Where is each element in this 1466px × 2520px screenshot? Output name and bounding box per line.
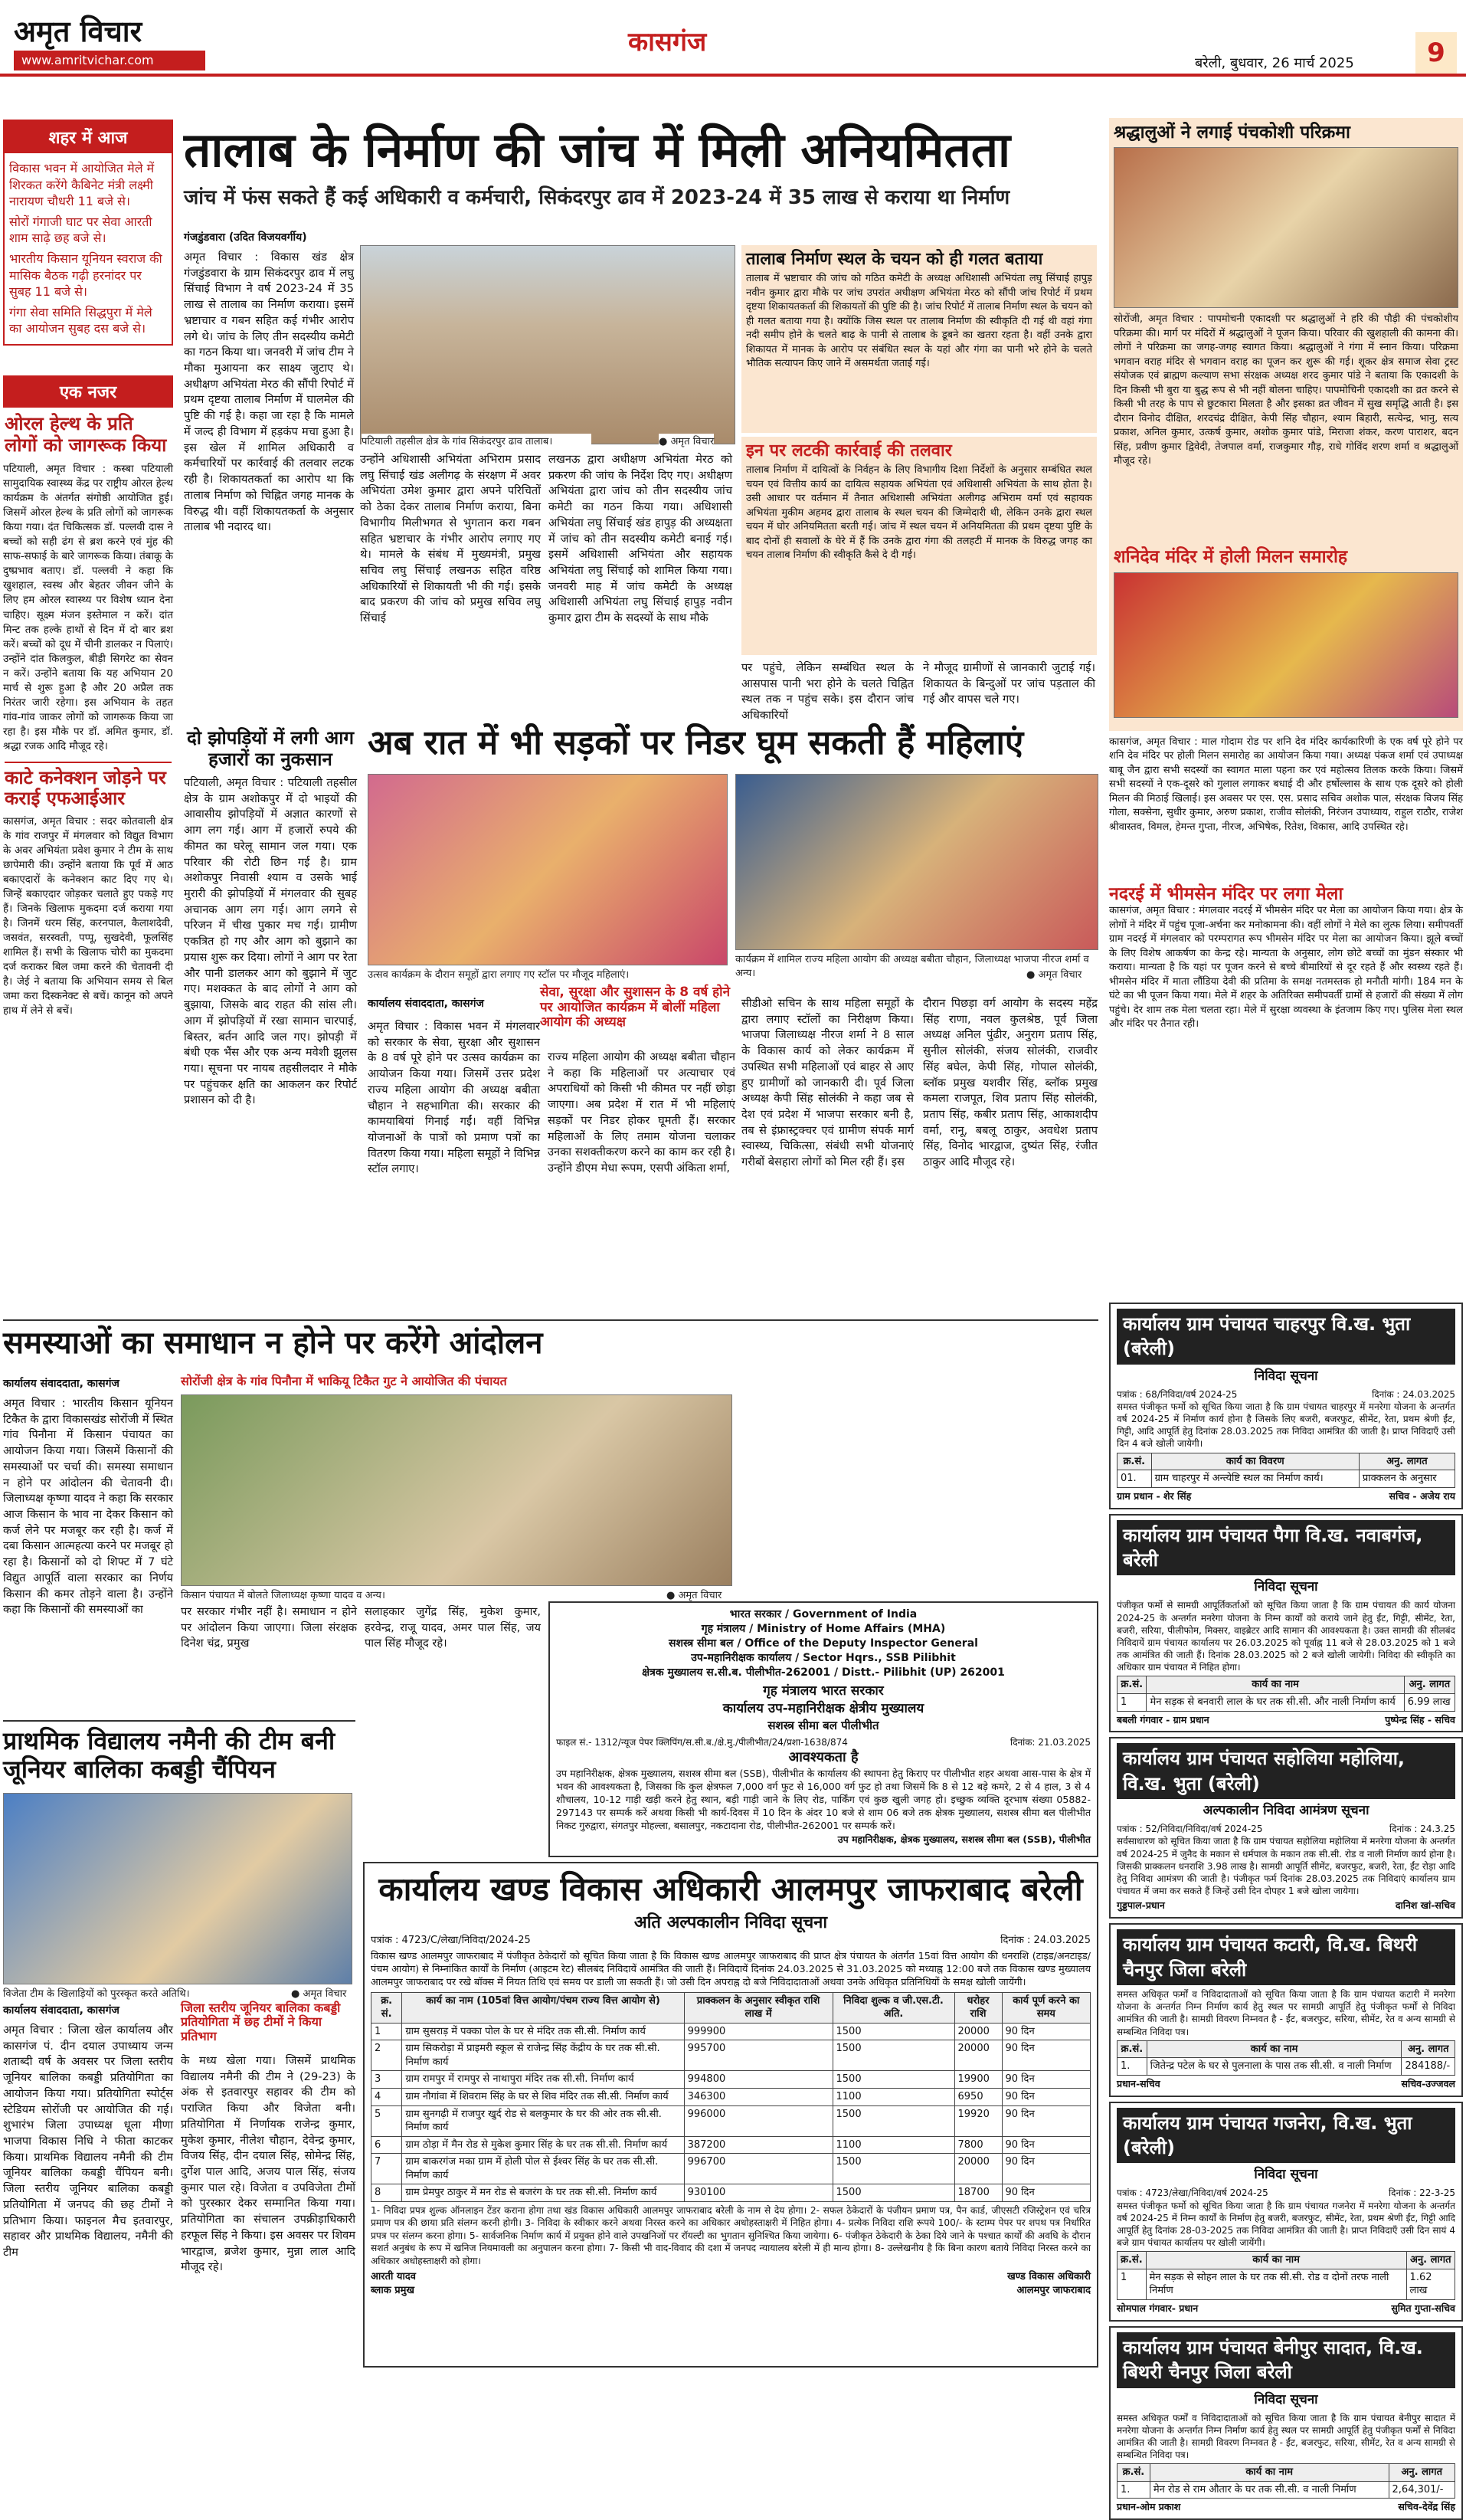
kabaddi-box-headline: जिला स्तरीय जूनियर बालिका कबड्डी प्रतियोगिता में छह टीमों ने किया प्रतिभाग bbox=[181, 2001, 341, 2043]
panchayat-photo bbox=[181, 1394, 732, 1586]
table-cell: 18700 bbox=[954, 2184, 1002, 2202]
table-cell: 20000 bbox=[954, 2154, 1002, 2184]
tender-sign: खण्ड विकास अधिकारी bbox=[1007, 2271, 1091, 2283]
table-cell: 90 दिन bbox=[1002, 2071, 1091, 2089]
panchayat-tender-ad bbox=[1109, 1737, 1463, 1919]
table-cell: 90 दिन bbox=[1002, 2136, 1091, 2154]
photo-credit: ● अमृत विचार bbox=[659, 434, 714, 447]
column-header: कार्य का नाम (105वां वित्त आयोग/पंचम राज्य वित्त आयोग से) bbox=[402, 1992, 684, 2023]
table-cell: ग्राम सिकरोड़ा में प्राइमरी स्कूल से राजेन्द्र सिंह केंद्रीय के घर तक सी.सी. निर्माण कार्य bbox=[402, 2040, 684, 2071]
column-header: क्र.सं. bbox=[1117, 2040, 1147, 2058]
mela-body: कासगंज, अमृत विचार : मंगलवार नदरई में भीमसेन मंदिर पर मेला का आयोजन किया गया। क्षेत्र के लोगों ने मंदिर में पहुंच पूजा-अर्चना कर मनोकामना की। वहीं लोगों ने मेले का लुत्फ लिया। समीपवर्ती ग्राम नदरई में मंगलवार को परम्परागत रूप भीमसेन मंदिर पर मेला का आयोजन किया। झूले बच्चों के लिए विशेष आकर्षण का केन्द्र रहे। मान्यता के अनुसार, लोग छोटे बच्चों का मुंडन संस्कार भी कराया। मान्यता है कि यहां पर पूजन करने से बच्चे बीमारियों से दूर रहते हैं और स्वस्थ्य रहते हैं। भीमसेन मंदिर में माता लौंडिया देवी की प्रतिमा के समक्ष नतमस्तक हो मनौती मांगी। 184 मन के घंटे का भी पूजन किया गया। मेले में शहर के अतिरिक्त समीपवर्ती ग्रामों से हजारों की संख्या में लोग पहुंचे। देर शाम तक मेला चलता रहा। मेले में सुरक्षा व्यवस्था के इंतजाम किए गए। पुलिस मेला स्थल और मंदिर पर तैनात रही। bbox=[1109, 905, 1463, 1031]
tender-subtitle: अति अल्पकालीन निविदा सूचना bbox=[633, 1912, 828, 1932]
section-city: कासगंज bbox=[628, 27, 707, 57]
table-row bbox=[371, 2184, 1091, 2202]
column-header: कार्य पूर्ण करने का समय bbox=[1002, 1992, 1091, 2023]
table-cell: 387200 bbox=[684, 2136, 833, 2154]
table-cell: प्राक्कलन के अनुसार bbox=[1359, 1470, 1455, 1488]
lead-col-3: लखनऊ द्वारा अधीक्षण अभियंता मेरठ को प्रकरण की जांच के निर्देश दिए गए। अधीक्षण अभियंता द्वारा जांच को तीन सदस्यीय जांच कमेटी का गठन किया गया। अधिशासी अभियंता लघु सिंचाई खंड हापुड़ की अध्यक्षता में जांच को तीन सदस्यीय कमेटी बनाई गई। इसमें अधिशासी अभियंता और सहायक अभियंता लघु सिंचाई को शामिल किया गया। जनवरी माह में जांच कमेटी के अध्यक्ष अधिशासी अभियंता लघु सिंचाई हापुड़ नवीन कुमार द्वारा टीम के सदस्यों के साथ मौके bbox=[548, 453, 732, 625]
ad-signatory: सचिव-देवेंद्र सिंह bbox=[1398, 2501, 1455, 2513]
ad-title: कार्यालय ग्राम पंचायत चाहरपुर वि.ख. भुता (बरेली) bbox=[1117, 1309, 1455, 1365]
table-cell: 996700 bbox=[684, 2154, 833, 2184]
table-cell: ग्राम सुसराड़ में पक्का पोल के घर से मंदिर तक सी.सी. निर्माण कार्य bbox=[402, 2023, 684, 2040]
ad-subtitle: निविदा सूचना bbox=[1254, 1368, 1318, 1384]
ad-signatory: सचिव - अजेय राय bbox=[1389, 1489, 1455, 1502]
tender-advertisement bbox=[363, 1862, 1098, 2368]
table-cell: ग्राम ठोड़ा में मैन रोड से मुकेश कुमार सिंह के घर तक सी.सी. निर्माण कार्य bbox=[402, 2136, 684, 2154]
women-dateline: कार्यालय संवाददाता, कासगंज bbox=[368, 998, 484, 1010]
oral-health-body: पटियाली, अमृत विचार : कस्बा पटियाली सामुदायिक स्वास्थ्य केंद्र पर राष्ट्रीय ओरल हेल्थ कार्यक्रम के अंतर्गत संगोष्ठी आयोजित हुई। जिसमें ओरल हेल्थ के प्रति लोगों को जागरूक किया गया। दंत चिकित्सक डॉ. पल्लवी दास ने बच्चों को सही ढंग से ब्रश करने एवं मुंह की साफ-सफाई के बारे जागरूक किया। तंबाकू के दुष्प्रभाव बताए। डॉ. पल्लवी ने कहा कि खुशहाल, स्वस्थ और बेहतर जीवन जीने के लिए हम ओरल स्वास्थ्य पर विशेष ध्यान देना चाहिए। सूक्ष्म मंजन इस्तेमाल न करें। दांत मिन्ट तक हल्के हाथों से दिन में दो बार ब्रश करें। बच्चों को दूध में चीनी डालकर न पिलाएं। उन्होंने दांत किलकुल, बीड़ी सिगरेट का सेवन न करें। उन्होंने बताया कि यह अभियान 20 मार्च से शुरू हुआ है और 20 अप्रैल तक निरंतर जारी रहेगा। इस अभियान के तहत गांव-गांव जाकर लोगों को जागरूक किया जा रहा है। इस मौके पर डॉ. अमित कुमार, डॉ. श्रद्धा रजक आदि मौजूद रहे। bbox=[3, 464, 173, 752]
column-header: प्राक्कलन के अनुसार स्वीकृत राशि लाख में bbox=[684, 1992, 833, 2023]
newspaper-logo: अमृत विचार bbox=[14, 15, 142, 48]
ad-body: समस्त पंजीकृत फर्मो को सूचित किया जाता है कि ग्राम पंचायत चाहरपुर में मनरेगा योजना के अन्तर्गत वर्ष 2024-25 में निर्माण कार्य होना है जिसके लिए बजरी, बजरफुट, सीमेंट, रेता, प्रथम श्रेणी ईंट, गिट्टी, आदि आपूर्ति हेतु दिनांक 28.03.2025 तक निविदा आमंत्रित की जाती है। प्राप्त निविदाएँ उसी दिन 4 बजे खोली जायेगी। bbox=[1117, 1401, 1455, 1450]
table-cell: 1500 bbox=[833, 2184, 954, 2202]
photo-credit: ● अमृत विचार bbox=[291, 1986, 346, 2000]
panchayat-tender-ad bbox=[1109, 1923, 1463, 2097]
ad-signatory: दानिश खां-सचिव bbox=[1395, 1899, 1455, 1912]
women-box-headline: सेवा, सुरक्षा और सुशासन के 8 वर्ष होने पर आयोजित कार्यक्रम में बोलीं महिला आयोग की अध्यक्ष bbox=[540, 985, 731, 1031]
page-number: 9 bbox=[1415, 32, 1457, 74]
table-cell: 90 दिन bbox=[1002, 2105, 1091, 2136]
stall-photo-caption: उत्सव कार्यक्रम के दौरान समूहों द्वारा लगाए गए स्टॉल पर मौजूद महिलाएं। bbox=[368, 967, 728, 981]
table-cell: 2,64,301/- bbox=[1389, 2481, 1455, 2499]
list-item: विकास भवन में आयोजित मेले में शिरकत करेंगे कैबिनेट मंत्री लक्ष्मी नारायण चौधरी 11 बजे से। bbox=[9, 161, 155, 209]
kabaddi-dateline: कार्यालय संवाददाता, कासगंज bbox=[3, 2004, 119, 2017]
table-cell: 01. bbox=[1117, 1470, 1152, 1488]
fire-headline: दो झोपड़ियों में लगी आग हजारों का नुकसान bbox=[187, 727, 354, 770]
ad-title: कार्यालय ग्राम पंचायत पैगा वि.ख. नवाबगंज, बरेली bbox=[1117, 1520, 1455, 1576]
ad-title: कार्यालय ग्राम पंचायत गजनेरा, वि.ख. भुता (बरेली) bbox=[1117, 2108, 1455, 2164]
ek-nazar-title: एक नजर bbox=[3, 375, 173, 408]
lead-headline: तालाब के निर्माण की जांच में मिली अनियमितता bbox=[184, 122, 1011, 178]
tender-sign: ब्लाक प्रमुख bbox=[371, 2284, 415, 2296]
ad-title: कार्यालय ग्राम पंचायत बेनीपुर सादात, वि.ख. बिथरी चैनपुर जिला बरेली bbox=[1117, 2332, 1455, 2388]
ad-title: कार्यालय ग्राम पंचायत कटारी, वि.ख. बिथरी चैनपुर जिला बरेली bbox=[1117, 1929, 1455, 1985]
table-cell: 1500 bbox=[833, 2040, 954, 2071]
table-cell: 996000 bbox=[684, 2105, 833, 2136]
ad-ref: पत्रांक : 4723/लेखा/निविदा/वर्ष 2024-25 bbox=[1117, 2187, 1268, 2199]
ssb-line: सशस्त्र सीमा बल / Office of the Deputy Inspector General bbox=[669, 1637, 978, 1650]
column-header: अनु. लागत bbox=[1404, 1676, 1455, 1694]
table-cell: मेन सड़क से सोहन लाल के घर तक सी.सी. रोड व दोनों तरफ नाली निर्माण bbox=[1146, 2269, 1406, 2299]
fire-body: पटियाली, अमृत विचार : पटियाली तहसील क्षेत्र के ग्राम अशोकपुर में दो भाइयों की आवासीय झोपड़ियों में अज्ञात कारणों से आग लग गई। आग में हजारों रुपये की कीमत का घरेलू सामान जल गया। एक परिवार की रोटी छिन गई है। ग्राम अशोकपुर निवासी श्याम व उसके भाई मुरारी की झोपड़ियों में मंगलवार की सुबह अचानक आग लग गई। आग लगने से परिजन में चीख पुकार मच गई। ग्रामीण एकत्रित हो गए और आग को बुझाने का प्रयास शुरू कर दिया। लोगों ने आग पर रेता और पानी डालकर आग को बुझाने में जुट गए। मशक्कत के बाद लोगों ने आग को बुझाया, जिसके बाद राहत की सांस ली। आग में झोपड़ियों में रखा सामान चारपाई, बिस्तर, बर्तन आदि जल गए। झोपड़ी में बंधी एक भैंस और एक अन्य मवेशी झुलस गया। सूचना पर नायब तहसीलदार ने मौके पर पहुंचकर क्षति का आकलन कर रिपोर्ट प्रशासन को दी है। bbox=[184, 776, 357, 1107]
table-cell: 994800 bbox=[684, 2071, 833, 2089]
table-row bbox=[1117, 2269, 1455, 2299]
table-cell: 1100 bbox=[833, 2136, 954, 2154]
table-row bbox=[1117, 2481, 1455, 2499]
table-cell: 6950 bbox=[954, 2089, 1002, 2106]
connection-body: कासगंज, अमृत विचार : सदर कोतवाली क्षेत्र के गांव राजपुर में मंगलवार को विद्युत विभाग के अवर अभियंता प्रवेश कुमार ने टीम के साथ छापेमारी की। उन्होंने बताया कि पूर्व में आठ बकाएदारों के कनेक्शन काट दिए गए थे। जिन्हें बकाएदार जोड़कर चलाते हुए पकड़े गए हैं। जिनके खिलाफ मुकदमा दर्ज कराया गया है। जिनमें धरम सिंह, करनपाल, कैलाशदेवी, जसवंत, सरस्वती, पप्पू, सुखदेवी, फूलसिंह शामिल हैं। सभी के खिलाफ चोरी का मुकदमा दर्ज कराकर बिल जमा करने की चेतावनी दी है। जेई ने बताया कि अभियान समय से बिल जमा करा दिस्कनेक्ट से बचें। कानून को अपने हाथ में लेने से बचें। bbox=[3, 816, 173, 1018]
table-cell: 999900 bbox=[684, 2023, 833, 2040]
pond-photo-caption: पटियाली तहसील क्षेत्र के गांव सिकंदरपुर ढाव तालाब। bbox=[362, 434, 591, 447]
column-header: क्र.सं. bbox=[1117, 2464, 1150, 2482]
panchayat-tender-ad bbox=[1109, 1303, 1463, 1509]
divider bbox=[3, 1319, 1098, 1321]
ssb-footer: उप महानिरीक्षक, क्षेत्रक मुख्यालय, सशस्त्र सीमा बल (SSB), पीलीभीत bbox=[837, 1833, 1091, 1846]
column-header: अनु. लागत bbox=[1402, 2040, 1455, 2058]
ad-date: दिनांक : 24.03.2025 bbox=[1372, 1388, 1455, 1400]
ad-body: समस्त पंजीकृत फर्मो को सूचित किया जाता है कि ग्राम पंचायत गजनेरा में मनरेगा योजना के अन्तर्गत वर्ष 2024-25 में निम्न कार्यों के निर्माण हेतु बजरी, बजरफुट, सीमेंट, रेता, प्रथम श्रेणी ईंट, गिट्टी आदि आपूर्ति हेतु दिनांक 28-03-2025 तक निविदा आमंत्रित की जाती है। प्राप्त निविदाएँ उसी दिन सायं 4 बजे ग्राम पंचायत कार्यालय पर खोली जायेंगी। bbox=[1117, 2200, 1455, 2249]
table-cell: 90 दिन bbox=[1002, 2089, 1091, 2106]
table-cell: 1500 bbox=[833, 2105, 954, 2136]
table-row bbox=[371, 2040, 1091, 2071]
column-header: अनु. लागत bbox=[1359, 1453, 1455, 1470]
ssb-date: दिनांक: 21.03.2025 bbox=[1010, 1736, 1091, 1748]
table-cell: 1 bbox=[1117, 1694, 1147, 1712]
table-cell: 1 bbox=[371, 2023, 402, 2040]
table-cell: 7 bbox=[371, 2154, 402, 2184]
right-column bbox=[1109, 118, 1463, 1096]
parikrama-body: सोरोंजी, अमृत विचार : पापमोचनी एकादशी पर श्रद्धालुओं ने हरि की पौड़ी की पंचकोशीय परिक्रमा की। मार्ग पर मंदिरों में श्रद्धालुओं ने पूजन किया। परिवार की खुशहाली की कामना की। लोगों ने परिक्रमा का जगह-जगह स्वागत किया। श्रद्धालुओं ने गंगा में स्नान किया। परिक्रमा भगवान वराह मंदिर से भगवान वराह का पूजन कर शुरू की गई। शूकर क्षेत्र समाज सेवा ट्रस्ट संयोजक एवं ब्राह्मण कल्याण सभा संरक्षक अध्यक्ष शरद कुमार पांडे ने बताया कि एकादशी के दिन किसी भी बुरा या बुद्ध रूप से भी नहीं बोलना चाहिए। पापमोचिनी एकादशी का व्रत करने से किसी भी तरह के पाप से छुटकारा मिलता है और इसका व्रत जीवन में सुख समृद्धि आती है। इस दौरान विनोद दीक्षित, शरदचंद्र दीक्षित, केपी सिंह चौहान, श्याम बिहारी, सत्येन्द्र, भानु, सत्य प्रकाश, अनिल कुमार, उत्कर्ष कुमार, अशोक कुमार पांडे, मिराजा शंकर, करण पाराशर, बदन सिंह, प्रवीण कुमार द्विवेदी, तेजपाल वर्मा, राजकुमार गौड़, राधे गोविंद शरण शर्मा व श्रद्धालुओं मौजूद रहे। bbox=[1114, 313, 1458, 467]
tender-sign: आरती यादव bbox=[371, 2271, 416, 2283]
ad-body: समस्त अधिकृत फर्मों व निविदादाताओं को सूचित किया जाता है कि ग्राम पंचायत कटारी में मनरेगा योजना के अन्तर्गत निम्न निर्माण कार्य हेतु स्थल पर सामग्री आपूर्ति हेतु पंजीकृत फर्मों से निविदा आमंत्रित की जाती है। सामग्री विवरण निम्नवत है - ईंट, बजरफुट, सरिया, सीमेंट, रेत व अन्य सामग्री से सम्बन्धित निविदा पत्र। bbox=[1117, 1988, 1455, 2037]
protest-col-3: सलाहकार जुगेंद्र सिंह, मुकेश कुमार, हरवेन्द्र, राजू यादव, अमर पाल सिंह, जय पाल सिंह मौजूद रहे। bbox=[365, 1605, 541, 1650]
ssb-advertisement bbox=[548, 1601, 1098, 1857]
ad-signatory: गुड्डपाल-प्रधान bbox=[1117, 1899, 1165, 1912]
table-cell: 1100 bbox=[833, 2089, 954, 2106]
ad-body: पंजीकृत फर्मो से सामग्री आपूर्तिकर्ताओं को सूचित किया जाता है कि ग्राम पंचायत की कार्य योजना 2024-25 के अन्तर्गत मनरेगा योजना के निम्न कार्यों को कराये जाने हेतु ईंट, गिट्टी, सीमेंट, रेता, बजरी, सरिया, पीलीफोम, मिक्सर, वाइब्रेटर आदि सामान की आवश्यकता है। उक्त सामग्री की सीलबंद निविदायें ग्राम पंचायत कार्यालय पर 26.03.2025 को पूर्वाह्न 11 बजे से 28.03.2025 को 1 बजे तक आमंत्रित की जाती हैं। दिनांक 28.03.2025 को 2 बजे खोली जायेगी। निविदा की स्वीकृति का अधिकार ग्राम पंचायत में निहित होगा। bbox=[1117, 1600, 1455, 1673]
ad-signatory: पुष्पेन्द्र सिंह - सचिव bbox=[1385, 1713, 1455, 1725]
table-cell: 1500 bbox=[833, 2154, 954, 2184]
ssb-line: गृह मंत्रालय भारत सरकार bbox=[763, 1683, 884, 1699]
table-cell: 995700 bbox=[684, 2040, 833, 2071]
tender-date: दिनांक : 24.03.2025 bbox=[1000, 1935, 1091, 1947]
column-header: कार्य का विवरण bbox=[1151, 1453, 1359, 1470]
table-cell: जितेन्द्र पटेल के घर से पुलनाला के पास तक सी.सी. व नाली निर्माण bbox=[1147, 2058, 1402, 2076]
column-header: क्र.सं. bbox=[1117, 1676, 1147, 1694]
mela-headline: नदरई में भीमसेन मंदिर पर लगा मेला bbox=[1109, 884, 1343, 904]
protest-box-headline: सोरोंजी क्षेत्र के गांव पिनौना में भाकियू टिकैत गुट ने आयोजित की पंचायत bbox=[181, 1374, 507, 1388]
stall-photo bbox=[368, 774, 728, 965]
action-box bbox=[741, 437, 1097, 655]
ek-nazar-column bbox=[3, 375, 173, 1018]
photo-credit: ● अमृत विचार bbox=[1026, 967, 1082, 981]
ad-body: सर्वसाधारण को सूचित किया जाता है कि ग्राम पंचायत सहोलिया महोलिया में मनरेगा योजना के अन्तर्गत वर्ष 2024-25 में जुनैद के मकान से धर्मपाल के मकान तक सी.सी. रोड व नाली निर्माण कार्य होना है। जिसकी प्राक्कलन धनराशि 3.98 लाख है। सामग्री आपूर्ति सीमेंट, बजरफुट, बजरी, रेता, ईंट रोड़ा आदि हेतु निविदा आमंत्रण की जाती है। पंजीकृत फर्म दिनांक 28.03.2025 तक निविदाएं कार्यालय ग्राम पंचायत में जमा कर सकते हैं जिन्हें उसी दिन दोपहर 1 बजे खोला जायेगा। bbox=[1117, 1836, 1455, 1897]
table-cell: ग्राम सुनगढ़ी में राजपुर खुर्द रोड से बलकुमार के घर की ओर तक सी.सी. निर्माण कार्य bbox=[402, 2105, 684, 2136]
lead-col-1: अमृत विचार : विकास खंड क्षेत्र गंजडुंडवारा के ग्राम सिकंदरपुर ढाव में लघु सिंचाई विभाग ने वर्ष 2023-24 में 35 लाख से तालाब का निर्माण कराया। इसमें भ्रष्टाचार व गबन सहित कई गंभीर आरोप लगे थे। जांच के लिए तीन सदस्यीय कमेटी का गठन किया था। जनवरी में जांच टीम ने मौका मुआयना कर साक्ष्य जुटाए थे। अधीक्षण अभियंता मेरठ की सौंपी रिपोर्ट में प्रथम दृष्टया तालाब निर्माण में घालमेल की पुष्टि की गई है। कहा जा रहा है कि मामले में जल्द ही विभाग में हड़कंप मचा हुआ है। इस खेल में शामिल अधिकारी व कर्मचारियों पर कार्रवाई की तलवार लटक रही है। शिकायतकर्ता का आरोप था कि तालाब निर्माण को चिह्नित जगह मानक के विरुद्ध थी। वहीं शिकायतकर्ता के अनुसार तालाब भी नदारद था। bbox=[184, 251, 354, 534]
table-row bbox=[371, 2023, 1091, 2040]
column-header: क्र.सं. bbox=[1117, 1453, 1152, 1470]
ssb-line: उप-महानिरीक्षक कार्यालय / Sector Hqrs., SSB Pilibhit bbox=[691, 1651, 956, 1664]
table-cell: 20000 bbox=[954, 2040, 1002, 2071]
column-header: कार्य का नाम bbox=[1147, 2040, 1402, 2058]
ad-signatory: बबली गंगवार - ग्राम प्रधान bbox=[1117, 1713, 1209, 1725]
table-cell: 7800 bbox=[954, 2136, 1002, 2154]
table-cell: ग्राम नौगांवा में शिवराम सिंह के घर से शिव मंदिर तक सी.सी. निर्माण कार्य bbox=[402, 2089, 684, 2106]
city-today-box bbox=[3, 120, 173, 346]
table-row bbox=[1117, 1470, 1455, 1488]
panchayat-tender-ad bbox=[1109, 1514, 1463, 1733]
women-col-4: दौरान पिछड़ा वर्ग आयोग के सदस्य महेंद्र सिंह राणा, नवल कुलश्रेष्ठ, पूर्व जिला अध्यक्ष अनिल पुंढीर, अनुराग प्रताप सिंह, सुनील सोलंकी, संजय सोलंकी, राजवीर सिंह बघेल, केपी सिंह, गोपाल सोलंकी, ब्लॉक प्रमुख यशवीर सिंह, ब्लॉक प्रमुख कमला राजपूत, शिव प्रताप सिंह सोलंकी, प्रताप सिंह, कबीर प्रताप सिंह, आकाशदीप वर्मा, रानू, बबलू ठाकुर, अवधेश प्रताप सिंह, विनोद भारद्वाज, दुष्यंत सिंह, रंजीत ठाकुर आदि मौजूद रहे। bbox=[923, 997, 1098, 1169]
photo-credit: ● अमृत विचार bbox=[666, 1588, 722, 1601]
ad-ref: पत्रांक : 52/निविदा/निविदा/वर्ष 2024-25 bbox=[1117, 1824, 1263, 1835]
edition-date: बरेली, बुधवार, 26 मार्च 2025 bbox=[1195, 55, 1354, 71]
connection-headline: काटे कनेक्शन जोड़ने पर कराई एफआईआर bbox=[5, 762, 172, 810]
oral-health-headline: ओरल हेल्थ के प्रति लोगों को जागरूक किया bbox=[5, 413, 167, 456]
ad-subtitle: निविदा सूचना bbox=[1254, 2391, 1318, 2407]
lead-col-2: उन्होंने अधिशासी अभियंता अभिराम प्रसाद लघु सिंचाई खंड अलीगढ़ के संरक्षण में अवर अभियंता उमेश कुमार द्वारा अपने परिचितों को ठेका देकर तालाब निर्माण कराया, बिना विभागीय मिलीभगत से भुगतान करा गबन सहित भ्रष्टाचार के गंभीर आरोप लगाए गए थे। मामले के संबंध में मुख्यमंत्री, प्रमुख सचिव लघु सिंचाई लखनऊ सहित वरिष्ठ अधिकारियों से शिकायती भी की गई। इसके बाद प्रकरण की जांच को प्रमुख सचिव लघु सिंचाई bbox=[360, 453, 541, 625]
ad-body: समस्त अधिकृत फर्मों व निविदादाताओं को सूचित किया जाता है कि ग्राम पंचायत बेनीपुर सादात में मनरेगा योजना के अन्तर्गत निम्न निर्माण कार्य हेतु स्थल पर सामग्री आपूर्ति हेतु पंजीकृत फर्मों से निविदा आमंत्रित की जाती है। सामग्री विवरण निम्नवत है - ईंट, बजरफुट, सरिया, सीमेंट, रेत व अन्य सामग्री से सम्बन्धित निविदा पत्र। bbox=[1117, 2412, 1455, 2461]
parikrama-headline: श्रद्धालुओं ने लगाई पंचकोशी परिक्रमा bbox=[1114, 123, 1350, 143]
women-headline: अब रात में भी सड़कों पर निडर घूम सकती हैं महिलाएं bbox=[368, 723, 1024, 762]
pond-site-body: तालाब में भ्रष्टाचार की जांच को गठित कमेटी के अध्यक्ष अधिशासी अभियंता लघु सिंचाई हापुड़ नवीन कुमार द्वारा मौके पर जांच उपरांत अधीक्षण अभियंता मेरठ को सौंपी जांच रिपोर्ट में प्रथम दृष्टया शिकायतकर्ता की शिकायतों की पुष्टि की है। जांच रिपोर्ट में तालाब निर्माण स्थल के चयन को ही गलत बताया गया है। क्योंकि जिस स्थल पर तालाब निर्माण की स्वीकृति दी गई थी वहां गंगा नदी समीप होने के चलते बाढ़ के पानी से तालाब के डूबने का खतरा रहता है। वहीं उनके द्वारा शिकायत में मानक के आरोप पर संबंधित स्थल के यहां और गंगा का पानी भरे होने के चलते भौतिक सत्यापन किए जाने में असमर्थता जताई गई। bbox=[746, 273, 1092, 370]
holi-body: कासगंज, अमृत विचार : माल गोदाम रोड पर शनि देव मंदिर कार्यकारिणी के एक वर्ष पूरे होने पर शनि देव मंदिर पर होली मिलन समारोह का आयोजन किया गया। अध्यक्ष पंकज शर्मा एवं उपाध्यक्ष बाबू जैन द्वारा सभी सदस्यों का स्वागत माला पहना कर एवं महोत्सव तिलक करके किया। जिसमें सभी सदस्यों ने एक-दूसरे को गुलाल लगाकर बधाई दी और हर्षोल्लास के साथ एक दूसरे को होली मिलन की मिठाई खिलाई। इस अवसर पर एस. एस. प्रसाद सचिव अशोक पाल, संरक्षक विजय सिंह गोला, सक्सेना, सुधीर कुमार, अरुण प्रकाश, राजीव सोलंकी, निरंजन उपाध्याय, राहुल राठौर, राजेश श्रीवास्तव, विमल, हेमन्त गुप्ता, नीरज, अभिषेक, रितेश, विकास, आदि उपस्थित रहे। bbox=[1109, 736, 1463, 833]
women-col-1: अमृत विचार : विकास भवन में मंगलवार को सरकार के सेवा, सुरक्षा और सुशासन के 8 वर्ष पूरे होने पर उत्सव कार्यक्रम का आयोजन किया गया। जिसमें उत्तर प्रदेश राज्य महिला आयोग की अध्यक्ष बबीता चौहान ने सहभागिता की। सरकार की कामयाबियां गिनाई गईं। वहीं विभिन्न योजनाओं के पात्रों को प्रमाण पत्रों का वितरण किया गया। महिला समूहों ने विभिन्न स्टॉल लगाए। bbox=[368, 1020, 540, 1176]
ssb-line: सशस्त्र सीमा बल पीलीभीत bbox=[767, 1719, 879, 1733]
parikrama-photo bbox=[1114, 147, 1458, 308]
column-header: धरोहर राशि bbox=[954, 1992, 1002, 2023]
masthead bbox=[0, 0, 1466, 77]
ad-signatory: प्रधान-सचिव bbox=[1117, 2077, 1160, 2089]
column-header: कार्य का नाम bbox=[1146, 2252, 1406, 2269]
table-row bbox=[371, 2105, 1091, 2136]
column-header: अनु. लागत bbox=[1406, 2252, 1455, 2269]
divider bbox=[3, 1720, 355, 1722]
table-cell: 1500 bbox=[833, 2023, 954, 2040]
column-header: निविदा शुल्क व जी.एस.टी. अति. bbox=[833, 1992, 954, 2023]
table-row bbox=[371, 2071, 1091, 2089]
city-today-title: शहर में आज bbox=[5, 121, 172, 153]
ad-signatory: सोमपाल गंगवार- प्रधान bbox=[1117, 2302, 1199, 2314]
ssb-line: कार्यालय उप-महानिरीक्षक क्षेत्रीय मुख्यालय bbox=[722, 1701, 924, 1717]
lead-col-5: ने मौजूद ग्रामीणों से जानकारी जुटाई गई। शिकायत के बिन्दुओं पर जांच पड़ताल की गई और वापस चले गए। bbox=[923, 661, 1095, 706]
table-cell: 20000 bbox=[954, 2023, 1002, 2040]
tender-title: कार्यालय खण्ड विकास अधिकारी आलमपुर जाफराबाद बरेली bbox=[378, 1870, 1083, 1908]
ssb-title: आवश्यकता है bbox=[788, 1748, 859, 1765]
table-cell: 1.62 लाख bbox=[1406, 2269, 1455, 2299]
ad-signatory: सुमित गुप्ता-सचिव bbox=[1391, 2302, 1455, 2314]
lead-dateline: गंजडुंडवारा (उदित विजयवर्गीय) bbox=[184, 231, 307, 244]
ad-subtitle: निविदा सूचना bbox=[1254, 1579, 1318, 1595]
tender-notes: 1- निविदा प्रपत्र शुल्क ऑनलाइन टेंडर कराना होगा तथा खंड विकास अधिकारी आलमपुर जाफराबाद बरेली के नाम से देय होगा। 2- सफल ठेकेदारों के पंजीयन प्रमाण पत्र, पैन कार्ड, जीएसटी रजिस्ट्रेशन एवं चरित्र प्रमाण पत्र की छाया प्रति संलग्न करनी होगी। 3- निविदा के स्वीकार करने अथवा निरस्त करने का अधिकार अधोहस्ताक्षरी में निहित होगा। 4- प्रत्येक निविदा राशि रूपये 100/- के स्टाम्प पेपर पर शपथ पत्र निर्धारित प्रपत्र पर संलग्न करना होगा। 5- सार्वजनिक निर्माण कार्य में प्रयुक्त होने वाले उपखनिजों पर रॉयल्टी का भुगतान सुनिश्चित किया जायेगा। 6- पंजीकृत ठेकेदारी के ठेका दिये जाने के पश्चात कार्यों की अवधि के दौरान सशर्त अनुबंध के रूप में खनिज नियमावली का अनुपालन करना होगा। 7- किसी भी वाद-विवाद की दशा में जनपद न्यायालय बरेली में ही मान्य होगा। 8- उल्लेखनीय है कि बिना कारण बताये निविदा निरस्त करने का अधिकार अधोहस्ताक्षरी को होगा। bbox=[371, 2204, 1091, 2266]
tender-intro: विकास खण्ड आलमपुर जाफराबाद में पंजीकृत ठेकेदारों को सूचित किया जाता है कि विकास खण्ड आलमपुर जाफराबाद की प्राप्त क्षेत्र पंचायत के अंतर्गत 15वां वित्त आयोग की धनराशि (टाइड/अनटाइड/पंचम आयोग) से निम्नांकित कार्यों के निर्माण (आइटम रेट) सीलबंद निविदायें आमंत्रित की जाती हैं। निविदायें दिनांक 24.03.2025 से 31.03.2025 को मध्याह्न 12:00 बजे तक विकास खण्ड मुख्यालय आलमपुर जाफराबाद पर रखे बॉक्स में नियत तिथि एवं समय पर डाली जा सकती हैं। जो उसी दिन अपराह्न दो बजे निविदादाताओं अथवा उनके अधिकृत प्रतिनिधियों के समक्ष खोली जायेंगी। bbox=[371, 1950, 1091, 1989]
kabaddi-headline: प्राथमिक विद्यालय नमैनी की टीम बनी जूनियर बालिका कबड्डी चैंपियन bbox=[3, 1726, 335, 1784]
table-cell: 1. bbox=[1117, 2481, 1150, 2499]
list-item: भारतीय किसान यूनियन स्वराज की मासिक बैठक गढ़ी हरनांदर पर सुबह 11 बजे से। bbox=[9, 251, 162, 300]
column-header: अनु. लागत bbox=[1389, 2464, 1455, 2482]
protest-dateline: कार्यालय संवाददाता, कासगंज bbox=[3, 1378, 119, 1390]
table-cell: मेन रोड से राम औतार के घर तक सी.सी. व नाली निर्माण bbox=[1150, 2481, 1389, 2499]
table-cell: 90 दिन bbox=[1002, 2154, 1091, 2184]
table-cell: 19900 bbox=[954, 2071, 1002, 2089]
ad-ref: पत्रांक : 68/निविदा/वर्ष 2024-25 bbox=[1117, 1388, 1238, 1400]
ssb-ref: फाइल सं.- 1312/न्यूज पेपर क्लिपिंग/स.सी.ब./क्षे.मु./पीलीभीत/24/प्रशा-1638/874 bbox=[556, 1736, 848, 1748]
ad-title: कार्यालय ग्राम पंचायत सहोलिया महोलिया, वि.ख. भुता (बरेली) bbox=[1117, 1743, 1455, 1799]
site-url[interactable]: www.amritvichar.com bbox=[14, 51, 205, 70]
table-cell: 2 bbox=[371, 2040, 402, 2071]
ad-date: दिनांक : 24.3.25 bbox=[1389, 1824, 1455, 1835]
table-cell: 8 bbox=[371, 2184, 402, 2202]
column-header: क्र. सं. bbox=[371, 1992, 402, 2023]
panchayat-photo-caption: किसान पंचायत में बोलते जिलाध्यक्ष कृष्णा यादव व अन्य। bbox=[181, 1588, 502, 1601]
table-cell: 4 bbox=[371, 2089, 402, 2106]
table-cell: 6 bbox=[371, 2136, 402, 2154]
table-cell: 3 bbox=[371, 2071, 402, 2089]
protest-col-2: पर सरकार गंभीर नहीं है। समाधान न होने पर आंदोलन किया जाएगा। जिला संरक्षक दिनेश चंद्र, प्रमुख bbox=[181, 1605, 357, 1650]
ssb-body: उप महानिरीक्षक, क्षेत्रक मुख्यालय, सशस्त्र सीमा बल (SSB), पीलीभीत के कार्यालय की स्थापना हेतु किराए पर पीलीभीत शहर अथवा आस-पास के क्षेत्र में भवन की आवश्यकता है, जिसका कि कुल क्षेत्रफल 7,000 वर्ग फुट से 16,000 वर्ग फुट हो तथा जिसमें कि 8 से 12 बड़े कमरे, 2 से 4 हाल, 3 से 4 शौचालय, 10-12 गाड़ी खड़ी करने हेतु स्थान, बड़ी गाड़ी जाने के लिए रोड, पार्किंग एवं कुछ खुली जगह हो। इच्छुक व्यक्ति दूरभाष संख्या 05882-297143 पर सम्पर्क करें अथवा किसी भी कार्य-दिवस में 10 दिन के अंदर 10 बजे से शाम 06 बजे तक क्षेत्रक मुख्यालय, सशस्त्र सीमा बल पीलीभीत निकट गुरुद्वारा, संगतपुर मोहल्ला, बसालपुर, नकटादाना रोड, पीलीभीत-262001 पर सम्पर्क करें। bbox=[556, 1768, 1091, 1832]
list-item: सोरों गंगाजी घाट पर सेवा आरती शाम साढ़े छह बजे से। bbox=[9, 214, 152, 246]
column-header: क्र.सं. bbox=[1117, 2252, 1147, 2269]
table-cell: 1. bbox=[1117, 2058, 1147, 2076]
table-cell: 90 दिन bbox=[1002, 2040, 1091, 2071]
pond-site-headline: तालाब निर्माण स्थल के चयन को ही गलत बताया bbox=[746, 250, 1043, 269]
table-cell: 930100 bbox=[684, 2184, 833, 2202]
ad-subtitle: निविदा सूचना bbox=[1254, 2167, 1318, 2183]
table-cell: 284188/- bbox=[1402, 2058, 1455, 2076]
table-row bbox=[1117, 2058, 1455, 2076]
holi-headline: शनिदेव मंदिर में होली मिलन समारोह bbox=[1114, 547, 1348, 568]
table-row bbox=[371, 2154, 1091, 2184]
table-cell: 6.99 लाख bbox=[1404, 1694, 1455, 1712]
table-cell: 90 दिन bbox=[1002, 2023, 1091, 2040]
table-cell: ग्राम बाकरगंज मका ग्राम में होली पोल से ईश्वर सिंह के घर तक सी.सी. निर्माण कार्य bbox=[402, 2154, 684, 2184]
table-cell: मेन सड़क से बनवारी लाल के घर तक सी.सी. और नाली निर्माण कार्य bbox=[1147, 1694, 1404, 1712]
lead-subheadline: जांच में फंस सकते हैं कई अधिकारी व कर्मचारी, सिकंदरपुर ढाव में 2023-24 में 35 लाख से कराया था निर्माण bbox=[184, 186, 1010, 209]
tender-table bbox=[371, 1992, 1091, 2202]
protest-headline: समस्याओं का समाधान न होने पर करेंगे आंदोलन bbox=[3, 1326, 543, 1361]
pond-site-box bbox=[741, 245, 1097, 433]
ssb-line: क्षेत्रक मुख्यालय स.सी.ब. पीलीभीत-262001 / Distt.- Pilibhit (UP) 262001 bbox=[642, 1666, 1005, 1679]
event-photo-caption: कार्यक्रम में शामिल राज्य महिला आयोग की अध्यक्ष बबीता चौहान, जिलाध्यक्ष भाजपा नीरज शर्मा व अन्य। bbox=[735, 952, 1098, 979]
ad-signatory: प्रधान-ओम प्रकाश bbox=[1117, 2501, 1181, 2513]
tender-ref: पत्रांक : 4723/C/लेखा/निविदा/2024-25 bbox=[371, 1935, 531, 1947]
tender-sign: आलमपुर जाफराबाद bbox=[1016, 2284, 1091, 2296]
pond-photo bbox=[360, 245, 735, 444]
table-cell: 1500 bbox=[833, 2071, 954, 2089]
table-cell: 19920 bbox=[954, 2105, 1002, 2136]
women-col-2: राज्य महिला आयोग की अध्यक्ष बबीता चौहान ने कहा कि महिलाओं पर अत्याचार एवं अपराधियों को किसी भी कीमत पर नहीं छोड़ा जाएगा। अब प्रदेश में रात में भी महिलाएं सड़कों पर निडर होकर घूमती हैं। सरकार महिलाओं के लिए तमाम योजना चलाकर उनका सशक्तीकरण करने का काम कर रही है। उन्होंने डीएम मेधा रूपम, एसपी अंकिता शर्मा, bbox=[548, 1050, 735, 1175]
table-cell: ग्राम चाहरपुर में अन्त्येष्टि स्थल का निर्माण कार्य। bbox=[1151, 1470, 1359, 1488]
protest-col-1: अमृत विचार : भारतीय किसान यूनियन टिकैत के द्वारा विकासखंड सोरोंजी में स्थित गांव पिनौना में किसान पंचायत का आयोजन किया गया। जिसमें किसानों की समस्याओं पर चर्चा की। समस्या समाधान न होने पर आंदोलन की चेतावनी दी। जिलाध्यक्ष कृष्णा यादव ने कहा कि सरकार आज किसान के भाव ना देकर किसान को कर्ज लेने पर मजबूर कर रही है। कर्ज में दबा किसान आत्महत्या करने पर मजबूर हो रहा है। किसानों को दो शिफ्ट में 7 घंटे विद्युत आपूर्ति वाला सरकार का निर्णय किसान की कमर तोड़ने वाला है। उन्होंने कहा कि किसानों की समस्याओं का bbox=[3, 1397, 173, 1617]
table-row bbox=[371, 2136, 1091, 2154]
action-headline: इन पर लटकी कार्रवाई की तलवार bbox=[746, 441, 952, 460]
ad-date: दिनांक : 22-3-25 bbox=[1389, 2187, 1455, 2199]
list-item: गंगा सेवा समिति सिद्धपुरा में मेले का आयोजन सुबह दस बजे से। bbox=[9, 304, 152, 336]
gram-panchayat-ads bbox=[1109, 1303, 1463, 2513]
column-header: कार्य का नाम bbox=[1150, 2464, 1389, 2482]
table-cell: ग्राम रामपुर में रामपुर से नाथापुरा मंदिर तक सी.सी. निर्माण कार्य bbox=[402, 2071, 684, 2089]
women-col-3: सीडीओ सचिन के साथ महिला समूहों के द्वारा लगाए स्टॉलों का निरीक्षण किया। भाजपा जिलाध्यक्ष नीरज शर्मा ने 8 साल के विकास कार्य को लेकर कार्यक्रम में उपस्थित सभी महिलाओं एवं बाहर से आए हुए ग्रामीणों को जानकारी दी। पूर्व जिला अध्यक्ष केपी सिंह सोलंकी ने कहा जब से देश एवं प्रदेश में भाजपा सरकार बनी है, तब से इंफ्रास्ट्रक्चर एवं ग्रामीण संपर्क मार्ग स्वास्थ्य, चिकित्सा, संबंधी सभी योजनाएं गरीबों बेसहारा लोगों को मिल रही हैं। इस bbox=[741, 997, 914, 1169]
column-header: कार्य का नाम bbox=[1147, 1676, 1404, 1694]
kabaddi-photo-caption: विजेता टीम के खिलाड़ियों को पुरस्कृत करते अतिथि। bbox=[3, 1986, 248, 2000]
event-photo bbox=[735, 774, 1098, 950]
table-row bbox=[1117, 1694, 1455, 1712]
kabaddi-col-2: के मध्य खेला गया। जिसमें प्राथमिक विद्यालय नमैनी की टीम ने (29-23) के अंक से इतवारपुर सहावर की टीम को पराजित किया और विजेता बनी। प्रतियोगिता में निर्णायक राजेन्द्र कुमार, मुकेश कुमार, नीलेश चौहान, देवेन्द्र कुमार, विजय सिंह, दीन दयाल सिंह, सोमेन्द्र सिंह, दुर्गेश पाल आदि, अजय पाल सिंह, संजय कुमार पाल रहे। विजेता व उपविजेता टीमों को पुरस्कार देकर सम्मानित किया गया। प्रतियोगिता का संचालन उपक्रीड़ाधिकारी हरफूल सिंह ने किया। इस अवसर पर शिवम भारद्वाज, ब्रजेश कुमार, मुन्ना लाल आदि मौजूद रहे। bbox=[181, 2054, 355, 2274]
ad-signatory: सचिव-उज्जवल bbox=[1401, 2077, 1455, 2089]
panchayat-tender-ad bbox=[1109, 2102, 1463, 2322]
holi-photo bbox=[1114, 572, 1458, 718]
ad-subtitle: अल्पकालीन निविदा आमंत्रण सूचना bbox=[1203, 1803, 1369, 1819]
panchayat-tender-ad bbox=[1109, 2326, 1463, 2520]
action-body: तालाब निर्माण में दायित्वों के निर्वहन के लिए विभागीय दिशा निर्देशों के अनुसार सम्बंधित स्थल चयन एवं वित्तीय कार्य का दायित्व सहायक अभियंता एवं अधिशासी अभियंता के साथ होता है। उसी आधार पर वर्तमान में तैनात अधिशासी अभियंता अलीगढ़ अभिराम वर्मा एवं सहायक अभियंता मुकीम अहमद द्वारा तालाब के स्थल चयन की जिम्मेदारी थी, लेकिन उनके द्वारा स्थल चयन में घोर अनियमितता बरती गई। जांच में स्थल चयन में अनियमितता की प्रथम दृष्टया पुष्टि के बाद दोनों ही सवालों के घेरे में हैं कि उनके द्वारा गंगा की तलहटी में मानक के विरुद्ध जगह का चयन तालाब निर्माण की स्वीकृति कैसे दे दी गई। bbox=[746, 464, 1092, 562]
table-cell: 346300 bbox=[684, 2089, 833, 2106]
ad-signatory: ग्राम प्रधान - शेर सिंह bbox=[1117, 1489, 1192, 1502]
ssb-line: गृह मंत्रालय / Ministry of Home Affairs (MHA) bbox=[701, 1622, 946, 1635]
table-cell: ग्राम प्रेमपुर ठाकुर में मन रोड से बजरंग के घर तक सी.सी. निर्माण कार्य bbox=[402, 2184, 684, 2202]
lead-col-4: पर पहुंचे, लेकिन सम्बंधित स्थल के आसपास पानी भरा होने के चलते चिह्नित स्थल तक न पहुंच सके। इस दौरान जांच अधिकारियों bbox=[741, 661, 914, 723]
kabaddi-col-1: अमृत विचार : जिला खेल कार्यालय और कासगंज पं. दीन दयाल उपाध्याय जन्म शताब्दी वर्ष के अवसर पर जिला स्तरीय जूनियर बालिका कबड्डी प्रतियोगिता का आयोजन किया गया। प्रतियोगिता स्पोर्ट्स स्टेडियम सोरोंजी पर आयोजित की गई। शुभारंभ जिला उपाध्यक्ष धूला मीणा भाजपा विकास निधि ने फीता काटकर किया। प्राथमिक विद्यालय नमैनी की टीम जूनियर बालिका कबड्डी चैंपियन बनी। जिला स्तरीय जूनियर बालिका कबड्डी प्रतियोगिता में जनपद की छह टीमों ने प्रतिभाग किया। फाइनल मैच इतवारपुर, सहावर और प्राथमिक विद्यालय, नमैनी की टीम bbox=[3, 2024, 173, 2259]
table-row bbox=[371, 2089, 1091, 2106]
table-cell: 5 bbox=[371, 2105, 402, 2136]
kabaddi-photo bbox=[3, 1793, 352, 1984]
table-cell: 1 bbox=[1117, 2269, 1147, 2299]
ssb-line: भारत सरकार / Government of India bbox=[729, 1608, 918, 1620]
table-cell: 90 दिन bbox=[1002, 2184, 1091, 2202]
